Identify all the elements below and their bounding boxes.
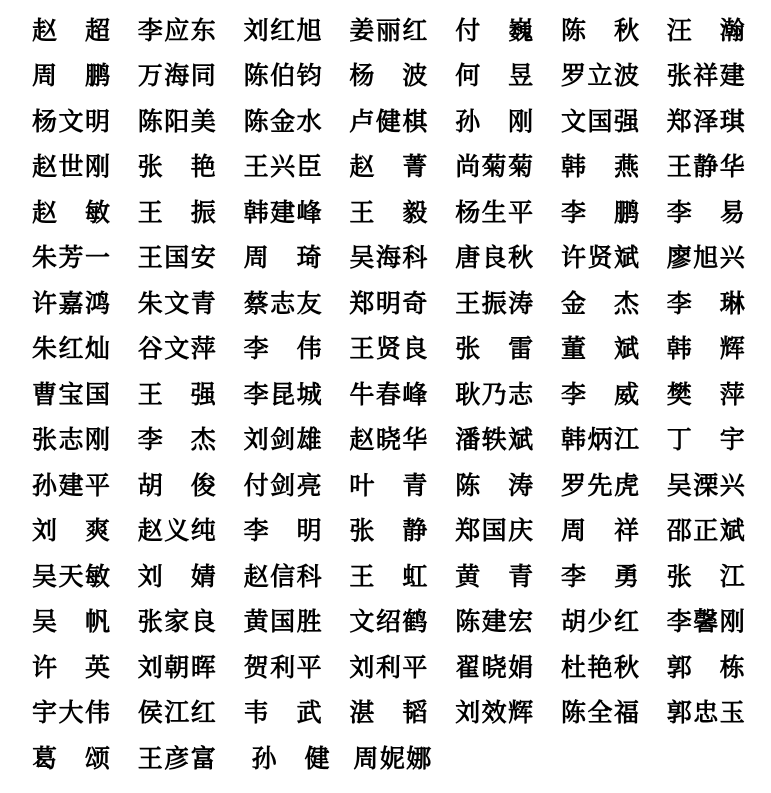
name-cell: [138, 698, 244, 728]
person-name: 何 昱: [455, 61, 534, 91]
name-row: [32, 54, 752, 100]
name-row: [32, 418, 752, 464]
person-name: 周 鹏: [32, 61, 110, 91]
name-row: [32, 8, 752, 54]
name-cell: [561, 16, 667, 46]
name-cell: [32, 653, 138, 683]
name-cell: [667, 107, 771, 137]
person-name: 金 杰: [560, 288, 639, 318]
person-name: 许 嘉 鸿: [32, 288, 110, 318]
name-cell: [455, 243, 561, 273]
name-cell: [244, 380, 350, 410]
name-cell: [349, 516, 455, 546]
person-name: 潘 轶 斌: [455, 425, 534, 455]
name-cell: [138, 61, 244, 91]
person-name: 杨 文 明: [32, 106, 110, 136]
name-cell: [32, 516, 138, 546]
name-cell: [244, 607, 350, 637]
name-cell: [138, 744, 244, 774]
name-row: [32, 509, 752, 555]
name-cell: [244, 425, 350, 455]
name-row: [32, 281, 752, 327]
person-name: 胡 俊: [137, 470, 216, 500]
name-cell: [244, 698, 350, 728]
name-cell: [667, 334, 771, 364]
name-cell: [455, 653, 561, 683]
person-name: 王 振 涛: [455, 288, 534, 318]
name-cell: [667, 152, 771, 182]
name-cell: [138, 289, 244, 319]
person-name: 张 祥 建: [666, 61, 745, 91]
name-cell: [455, 698, 561, 728]
name-cell: [561, 653, 667, 683]
name-cell: [138, 152, 244, 182]
name-cell: [138, 425, 244, 455]
person-name: 周 琦: [243, 243, 322, 273]
person-name: 姜 丽 红: [349, 15, 428, 45]
person-name: 陈 阳 美: [137, 106, 216, 136]
name-cell: [244, 107, 350, 137]
name-cell: [455, 289, 561, 319]
person-name: 韦 武: [243, 698, 322, 728]
name-cell: [561, 516, 667, 546]
name-cell: [32, 334, 138, 364]
name-cell: [138, 16, 244, 46]
person-name: 周 祥: [560, 516, 639, 546]
name-cell: [667, 516, 771, 546]
name-cell: [244, 562, 350, 592]
person-name: 李 勇: [560, 561, 639, 591]
name-cell: [455, 198, 561, 228]
person-name: 刘 婧: [137, 561, 216, 591]
name-cell: [455, 334, 561, 364]
name-cell: [667, 380, 771, 410]
person-name: 文 国 强: [560, 106, 639, 136]
name-cell: [138, 334, 244, 364]
name-cell: [32, 698, 138, 728]
name-cell: [138, 243, 244, 273]
name-cell: [561, 61, 667, 91]
name-cell: [138, 380, 244, 410]
person-name: 杨 生 平: [455, 197, 534, 227]
person-name: 郭 忠 玉: [666, 698, 745, 728]
name-cell: [349, 107, 455, 137]
name-cell: [349, 152, 455, 182]
name-cell: [667, 243, 771, 273]
person-name: 付 剑 亮: [243, 470, 322, 500]
person-name: 廖 旭 兴: [666, 243, 745, 273]
person-name: 张 志 刚: [32, 425, 110, 455]
person-name: 刘 效 辉: [455, 698, 534, 728]
person-name: 孙 刚: [455, 106, 534, 136]
name-cell: [455, 61, 561, 91]
name-cell: [561, 152, 667, 182]
person-name: 唐 良 秋: [455, 243, 534, 273]
person-name: 王 静 华: [666, 152, 745, 182]
name-cell: [667, 16, 771, 46]
name-cell: [349, 744, 455, 774]
person-name: 朱 文 青: [137, 288, 216, 318]
name-cell: [138, 607, 244, 637]
person-name: 郭 栋: [666, 652, 745, 682]
person-name: 李 应 东: [137, 15, 216, 45]
person-name: 韩 建 峰: [243, 197, 322, 227]
name-cell: [561, 198, 667, 228]
name-cell: [244, 198, 350, 228]
person-name: 刘 朝 晖: [137, 652, 216, 682]
name-cell: [32, 380, 138, 410]
name-cell: [667, 653, 771, 683]
name-cell: [667, 289, 771, 319]
person-name: 张 静: [349, 516, 428, 546]
name-row: [32, 190, 752, 236]
name-cell: [667, 698, 771, 728]
name-cell: [32, 289, 138, 319]
name-cell: [244, 152, 350, 182]
person-name: 吴 溧 兴: [666, 470, 745, 500]
person-name: 刘 剑 雄: [243, 425, 322, 455]
name-cell: [244, 653, 350, 683]
name-cell: [561, 334, 667, 364]
name-cell: [349, 698, 455, 728]
person-name: 李 琳: [666, 288, 745, 318]
name-cell: [349, 289, 455, 319]
person-name: 张 江: [666, 561, 745, 591]
person-name: 韩 辉: [666, 334, 745, 364]
name-row: [32, 645, 752, 691]
person-name: 刘 爽: [32, 516, 110, 546]
person-name: 牛 春 峰: [349, 379, 428, 409]
name-cell: [561, 380, 667, 410]
name-cell: [455, 562, 561, 592]
person-name: 陈 全 福: [560, 698, 639, 728]
name-cell: [32, 562, 138, 592]
name-cell: [455, 425, 561, 455]
name-cell: [455, 471, 561, 501]
person-name: 李 威: [560, 379, 639, 409]
name-cell: [244, 334, 350, 364]
person-name: 王 虹: [349, 561, 428, 591]
person-name: 郑 明 奇: [349, 288, 428, 318]
name-cell: [349, 607, 455, 637]
person-name: 吴 天 敏: [32, 561, 110, 591]
person-name: 赵 信 科: [243, 561, 322, 591]
person-name: 吴 帆: [32, 607, 110, 637]
person-name: 蔡 志 友: [243, 288, 322, 318]
name-row: [32, 327, 752, 373]
person-name: 周 妮 娜: [353, 743, 432, 773]
person-name: 赵 超: [32, 15, 110, 45]
name-cell: [349, 61, 455, 91]
person-name: 丁 宇: [666, 425, 745, 455]
name-cell: [455, 107, 561, 137]
name-cell: [561, 289, 667, 319]
person-name: 张 雷: [455, 334, 534, 364]
name-cell: [32, 61, 138, 91]
name-cell: [32, 471, 138, 501]
person-name: 付 巍: [455, 15, 534, 45]
name-cell: [244, 16, 350, 46]
name-cell: [349, 471, 455, 501]
person-name: 罗 立 波: [560, 61, 639, 91]
person-name: 翟 晓 娟: [455, 652, 534, 682]
name-row: [32, 372, 752, 418]
person-name: 王 贤 良: [349, 334, 428, 364]
name-cell: [455, 152, 561, 182]
person-name: 王 彦 富: [137, 743, 216, 773]
name-cell: [667, 471, 771, 501]
person-name: 赵 敏: [32, 197, 110, 227]
name-cell: [32, 152, 138, 182]
person-name: 侯 江 红: [137, 698, 216, 728]
person-name: 陈 伯 钧: [243, 61, 322, 91]
name-cell: [244, 516, 350, 546]
name-cell: [667, 607, 771, 637]
name-row: [32, 145, 752, 191]
person-name: 许 英: [32, 652, 110, 682]
name-cell: [244, 61, 350, 91]
name-row: [32, 463, 752, 509]
name-cell: [138, 516, 244, 546]
person-name: 朱 红 灿: [32, 334, 110, 364]
person-name: 郑 国 庆: [455, 516, 534, 546]
name-cell: [561, 107, 667, 137]
person-name: 李 鹏: [560, 197, 639, 227]
person-name: 孙 建 平: [32, 470, 110, 500]
name-cell: [244, 744, 350, 774]
person-name: 朱 芳 一: [32, 243, 110, 273]
person-name: 陈 涛: [455, 470, 534, 500]
name-cell: [138, 562, 244, 592]
person-name: 韩 炳 江: [560, 425, 639, 455]
name-cell: [455, 380, 561, 410]
person-name: 张 家 良: [137, 607, 216, 637]
name-cell: [349, 653, 455, 683]
name-cell: [244, 471, 350, 501]
name-cell: [349, 198, 455, 228]
name-row: [32, 736, 752, 782]
name-cell: [32, 425, 138, 455]
person-name: 刘 红 旭: [243, 15, 322, 45]
name-cell: [561, 607, 667, 637]
name-cell: [138, 653, 244, 683]
person-name: 杜 艳 秋: [560, 652, 639, 682]
person-name: 赵 晓 华: [349, 425, 428, 455]
name-cell: [667, 425, 771, 455]
person-name: 湛 韬: [349, 698, 428, 728]
person-name: 黄 国 胜: [243, 607, 322, 637]
name-cell: [349, 334, 455, 364]
name-row: [32, 236, 752, 282]
name-cell: [32, 107, 138, 137]
person-name: 宇 大 伟: [32, 698, 110, 728]
person-name: 黄 青: [455, 561, 534, 591]
name-cell: [349, 243, 455, 273]
name-cell: [561, 698, 667, 728]
name-row: [32, 99, 752, 145]
person-name: 叶 青: [349, 470, 428, 500]
person-name: 樊 萍: [666, 379, 745, 409]
person-name: 杨 波: [349, 61, 428, 91]
name-cell: [561, 471, 667, 501]
person-name: 吴 海 科: [349, 243, 428, 273]
person-name: 许 贤 斌: [560, 243, 639, 273]
name-cell: [349, 425, 455, 455]
person-name: 卢 健 棋: [349, 106, 428, 136]
person-name: 尚 菊 菊: [455, 152, 534, 182]
person-name: 王 振: [137, 197, 216, 227]
name-row: [32, 554, 752, 600]
name-row: [32, 600, 752, 646]
person-name: 贺 利 平: [243, 652, 322, 682]
person-name: 陈 秋: [560, 15, 639, 45]
person-name: 孙 健: [251, 743, 330, 773]
name-list: [32, 8, 752, 782]
person-name: 陈 建 宏: [455, 607, 534, 637]
name-cell: [349, 380, 455, 410]
person-name: 赵 世 刚: [32, 152, 110, 182]
person-name: 李 昆 城: [243, 379, 322, 409]
person-name: 李 易: [666, 197, 745, 227]
person-name: 李 馨 刚: [666, 607, 745, 637]
name-cell: [455, 16, 561, 46]
name-cell: [32, 744, 138, 774]
name-cell: [667, 198, 771, 228]
person-name: 李 杰: [137, 425, 216, 455]
person-name: 文 绍 鹤: [349, 607, 428, 637]
name-cell: [138, 107, 244, 137]
name-cell: [349, 16, 455, 46]
name-cell: [561, 562, 667, 592]
person-name: 胡 少 红: [560, 607, 639, 637]
name-cell: [32, 16, 138, 46]
name-cell: [667, 61, 771, 91]
name-cell: [561, 425, 667, 455]
person-name: 罗 先 虎: [560, 470, 639, 500]
person-name: 刘 利 平: [349, 652, 428, 682]
person-name: 董 斌: [560, 334, 639, 364]
person-name: 李 伟: [243, 334, 322, 364]
person-name: 万 海 同: [137, 61, 216, 91]
name-cell: [561, 243, 667, 273]
person-name: 汪 瀚: [666, 15, 745, 45]
person-name: 邵 正 斌: [666, 516, 745, 546]
person-name: 王 毅: [349, 197, 428, 227]
person-name: 葛 颂: [32, 743, 110, 773]
person-name: 曹 宝 国: [32, 379, 110, 409]
person-name: 赵 菁: [349, 152, 428, 182]
name-cell: [244, 289, 350, 319]
person-name: 赵 义 纯: [137, 516, 216, 546]
person-name: 谷 文 萍: [137, 334, 216, 364]
name-cell: [349, 562, 455, 592]
name-row: [32, 691, 752, 737]
person-name: 陈 金 水: [243, 106, 322, 136]
name-cell: [667, 562, 771, 592]
name-cell: [138, 471, 244, 501]
person-name: 李 明: [243, 516, 322, 546]
person-name: 耿 乃 志: [455, 379, 534, 409]
name-cell: [244, 243, 350, 273]
name-cell: [32, 198, 138, 228]
name-cell: [32, 607, 138, 637]
person-name: 郑 泽 琪: [666, 106, 745, 136]
person-name: 张 艳: [137, 152, 216, 182]
person-name: 王 兴 臣: [243, 152, 322, 182]
person-name: 王 国 安: [137, 243, 216, 273]
name-cell: [138, 198, 244, 228]
name-cell: [32, 243, 138, 273]
name-cell: [455, 516, 561, 546]
person-name: 王 强: [137, 379, 216, 409]
name-cell: [455, 607, 561, 637]
person-name: 韩 燕: [560, 152, 639, 182]
